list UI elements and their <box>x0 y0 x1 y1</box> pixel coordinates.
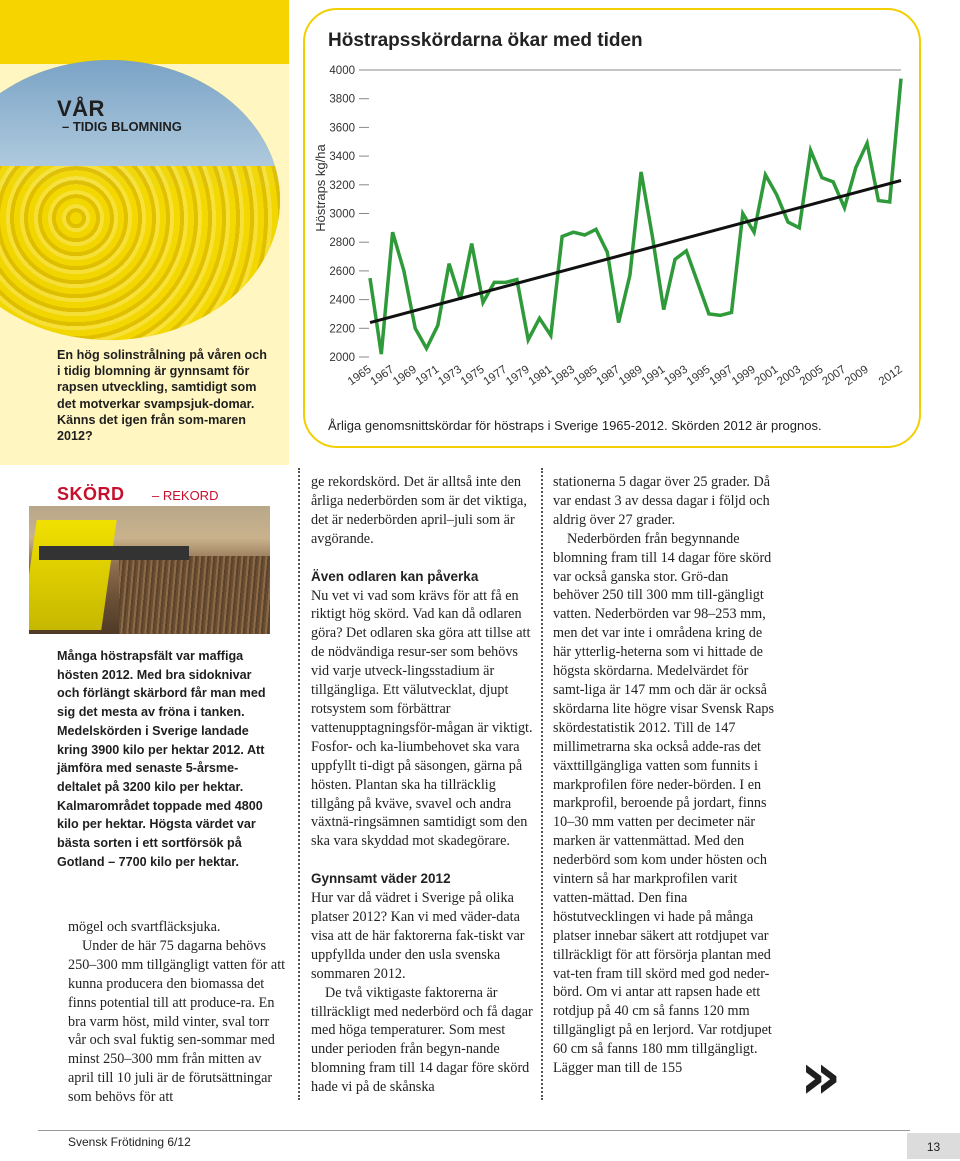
yield-series-line <box>370 79 901 355</box>
x-tick-label: 1975 <box>458 363 487 389</box>
harvest-subheading: – REKORD <box>152 488 219 503</box>
article-column-3 <box>553 473 775 1078</box>
continue-arrow-icon: » <box>800 1040 842 1114</box>
article-column-2 <box>311 473 533 1097</box>
y-tick-label: 3400 <box>329 151 355 164</box>
yield-line-chart <box>303 8 921 448</box>
section-heading: Gynnsamt väder 2012 <box>311 871 451 887</box>
x-tick-label: 1973 <box>436 363 465 389</box>
y-tick-label: 2000 <box>329 352 355 364</box>
x-tick-label: 1965 <box>345 363 374 389</box>
paragraph: stationerna 5 dagar över 25 grader. Då var endast 3 av dessa dagar i följd och aldrig över 27 grader. <box>553 474 771 528</box>
harvester-photo <box>29 506 270 634</box>
y-tick-label: 2600 <box>329 265 355 278</box>
x-tick-label: 1989 <box>617 363 645 389</box>
paragraph: Under de här 75 dagarna behövs 250–300 mm tillgängligt vatten för att kunna producera den biomassa det finns potential till att produce-ra. En bra varm höst, mild vinter, sval torr vår och sval fuktig sen-sommar med minst 250–300 mm från mitten av april till 10 juli är de förutsättningar som behövs för att <box>68 937 286 1106</box>
y-tick-label: 2400 <box>329 294 355 307</box>
paragraph: Nederbörden från begynnande blomning fram till 14 dagar före skörd var också ganska stor. Grö-dan behöver 250 till 300 mm till-gängligt vatten. Nederbörden var 98–253 mm, men det var inte i områdena kring de här ytterlig-heterna som vi hittade de högsta skördarna. Medelvärdet för samt-liga är 147 mm och där är också skördarna lite högre visar Svensk Raps skördestatistik 2012. Till de 147 millimetrarna ska också adde-ras det växttillgängliga vatten som funnits i markprofilen före neder-börden. I en markprofil, beroende på jordart, finns 10–30 mm vatten per decimeter när marken är vattenmättad. Med den nederbörd som kom under hösten och vintern så har markprofilen varit vatten-mättad. Den fina höstutvecklingen vi hade på många platser innebar säkert att rotdjupet var tillräckligt för att försörja plantan med vat-ten fram till skörd med god neder-börd. Om vi antar att rapsen hade ett rotdjup på 40 cm så fanns 120 mm tillgängligt på en lerjord. Var rotdjupet 60 cm så fanns 180 mm tillgängligt. Lägger man till de 155 <box>553 530 775 1077</box>
y-tick-label: 3800 <box>329 93 355 106</box>
x-tick-label: 1987 <box>594 363 623 389</box>
column-divider <box>541 468 543 1100</box>
chart-title: Höstrapsskördarna ökar med tiden <box>328 30 643 51</box>
x-tick-label: 1993 <box>662 363 691 389</box>
trend-line <box>370 181 901 323</box>
rapeseed-field-photo <box>0 60 280 340</box>
x-tick-label: 1977 <box>481 363 510 389</box>
x-tick-label: 1995 <box>684 363 713 389</box>
x-tick-label: 1985 <box>571 363 600 389</box>
x-tick-label: 1967 <box>368 363 397 389</box>
y-tick-label: 2800 <box>329 237 355 250</box>
x-tick-label: 1999 <box>730 363 758 389</box>
page-number: 13 <box>907 1133 960 1159</box>
x-tick-label: 2005 <box>797 363 826 389</box>
x-tick-label: 1971 <box>413 363 442 389</box>
paragraph: De två viktigaste faktorerna är tillräckligt med nederbörd och få dagar med höga temperaturer. Som mest under perioden från begyn-nande blomning fram till 14 dagar före skörd hade vi på de skånska <box>311 984 533 1096</box>
panel-accent-bar <box>0 0 289 64</box>
x-tick-label: 1991 <box>639 363 668 389</box>
harvest-caption: Många höstrapsfält var maffiga hösten 2012. Med bra sidoknivar och förlängt skärbord får man med sig det mesta av fröna i tanken. Medelskörden i Sverige landade kring 3900 kilo per hektar 2012. Att jämföra med senaste 5-årsme-deltalet på 3200 kilo per hektar. Kalmarområdet toppade med 4800 kilo per hektar. Högsta värdet var bästa sorten i ett sortförsök på Gotland – 7700 kilo per hektar. <box>57 649 266 869</box>
x-tick-label: 2001 <box>752 363 781 389</box>
x-tick-label: 1997 <box>707 363 736 389</box>
y-tick-label: 3600 <box>329 122 355 135</box>
y-tick-label: 3000 <box>329 208 355 221</box>
paragraph: mögel och svartfläcksjuka. <box>68 919 221 935</box>
x-tick-label: 1983 <box>549 363 578 389</box>
y-tick-label: 3200 <box>329 179 355 192</box>
spring-heading: VÅR <box>57 96 105 121</box>
y-axis-label: Höstraps kg/ha <box>313 144 328 232</box>
article-column-1 <box>68 918 290 1107</box>
x-tick-label: 2007 <box>820 363 849 389</box>
x-tick-label: 1981 <box>526 363 555 389</box>
paragraph: Nu vet vi vad som krävs för att få en riktigt hög skörd. Vad kan då odlaren göra? Det odlaren ska göra att tillse att de nödvändiga resur-ser som behövs vid varje utveck-lingsstadium är tillgängliga. Ett välutvecklat, djupt rotsystem som förbättrar vattenupptagningsför-mågan är viktigt. Fosfor- och ka-liumbehovet ska vara uppfyllt ti-digt på säsongen, gärna på hösten. Plantan ska ha tillräcklig tillgång på kväve, svavel och andra växtnä-ringsämnen samtidigt som den ska vara skyddad mot skadegörare. <box>311 587 533 850</box>
spring-subheading: – TIDIG BLOMNING <box>62 119 182 134</box>
paragraph: Hur var då vädret i Sverige på olika platser 2012? Kan vi med väder-data visa att de här faktorerna fak-tiskt var uppfyllda under den usla svenska sommaren 2012. <box>311 890 525 982</box>
x-tick-label: 1979 <box>504 363 532 389</box>
y-tick-label: 2200 <box>329 323 355 336</box>
y-tick-label: 4000 <box>329 65 355 77</box>
paragraph: ge rekordskörd. Det är alltså inte den årliga nederbörden som är det viktiga, det är nederbörden april–juli som är avgörande. <box>311 474 527 547</box>
spring-caption: En hög solinstrålning på våren och i tidig blomning är gynnsamt för rapsen utveckling, samtidigt som det motverkar svampsjuk-domar. Känns det igen från som-maren 2012? <box>57 348 267 444</box>
x-tick-label: 1969 <box>391 363 419 389</box>
section-heading: Även odlaren kan påverka <box>311 568 479 584</box>
column-divider <box>298 468 300 1100</box>
x-tick-label: 2003 <box>775 363 804 389</box>
footer-rule <box>38 1130 910 1131</box>
x-tick-label: 2009 <box>842 363 871 389</box>
chart-caption: Årliga genomsnittskördar för höstraps i Sverige 1965-2012. Skörden 2012 är prognos. <box>328 418 822 433</box>
publication-name: Svensk Frötidning 6/12 <box>68 1135 191 1149</box>
x-tick-label: 2012 <box>876 363 905 389</box>
harvest-heading: SKÖRD <box>57 484 125 504</box>
